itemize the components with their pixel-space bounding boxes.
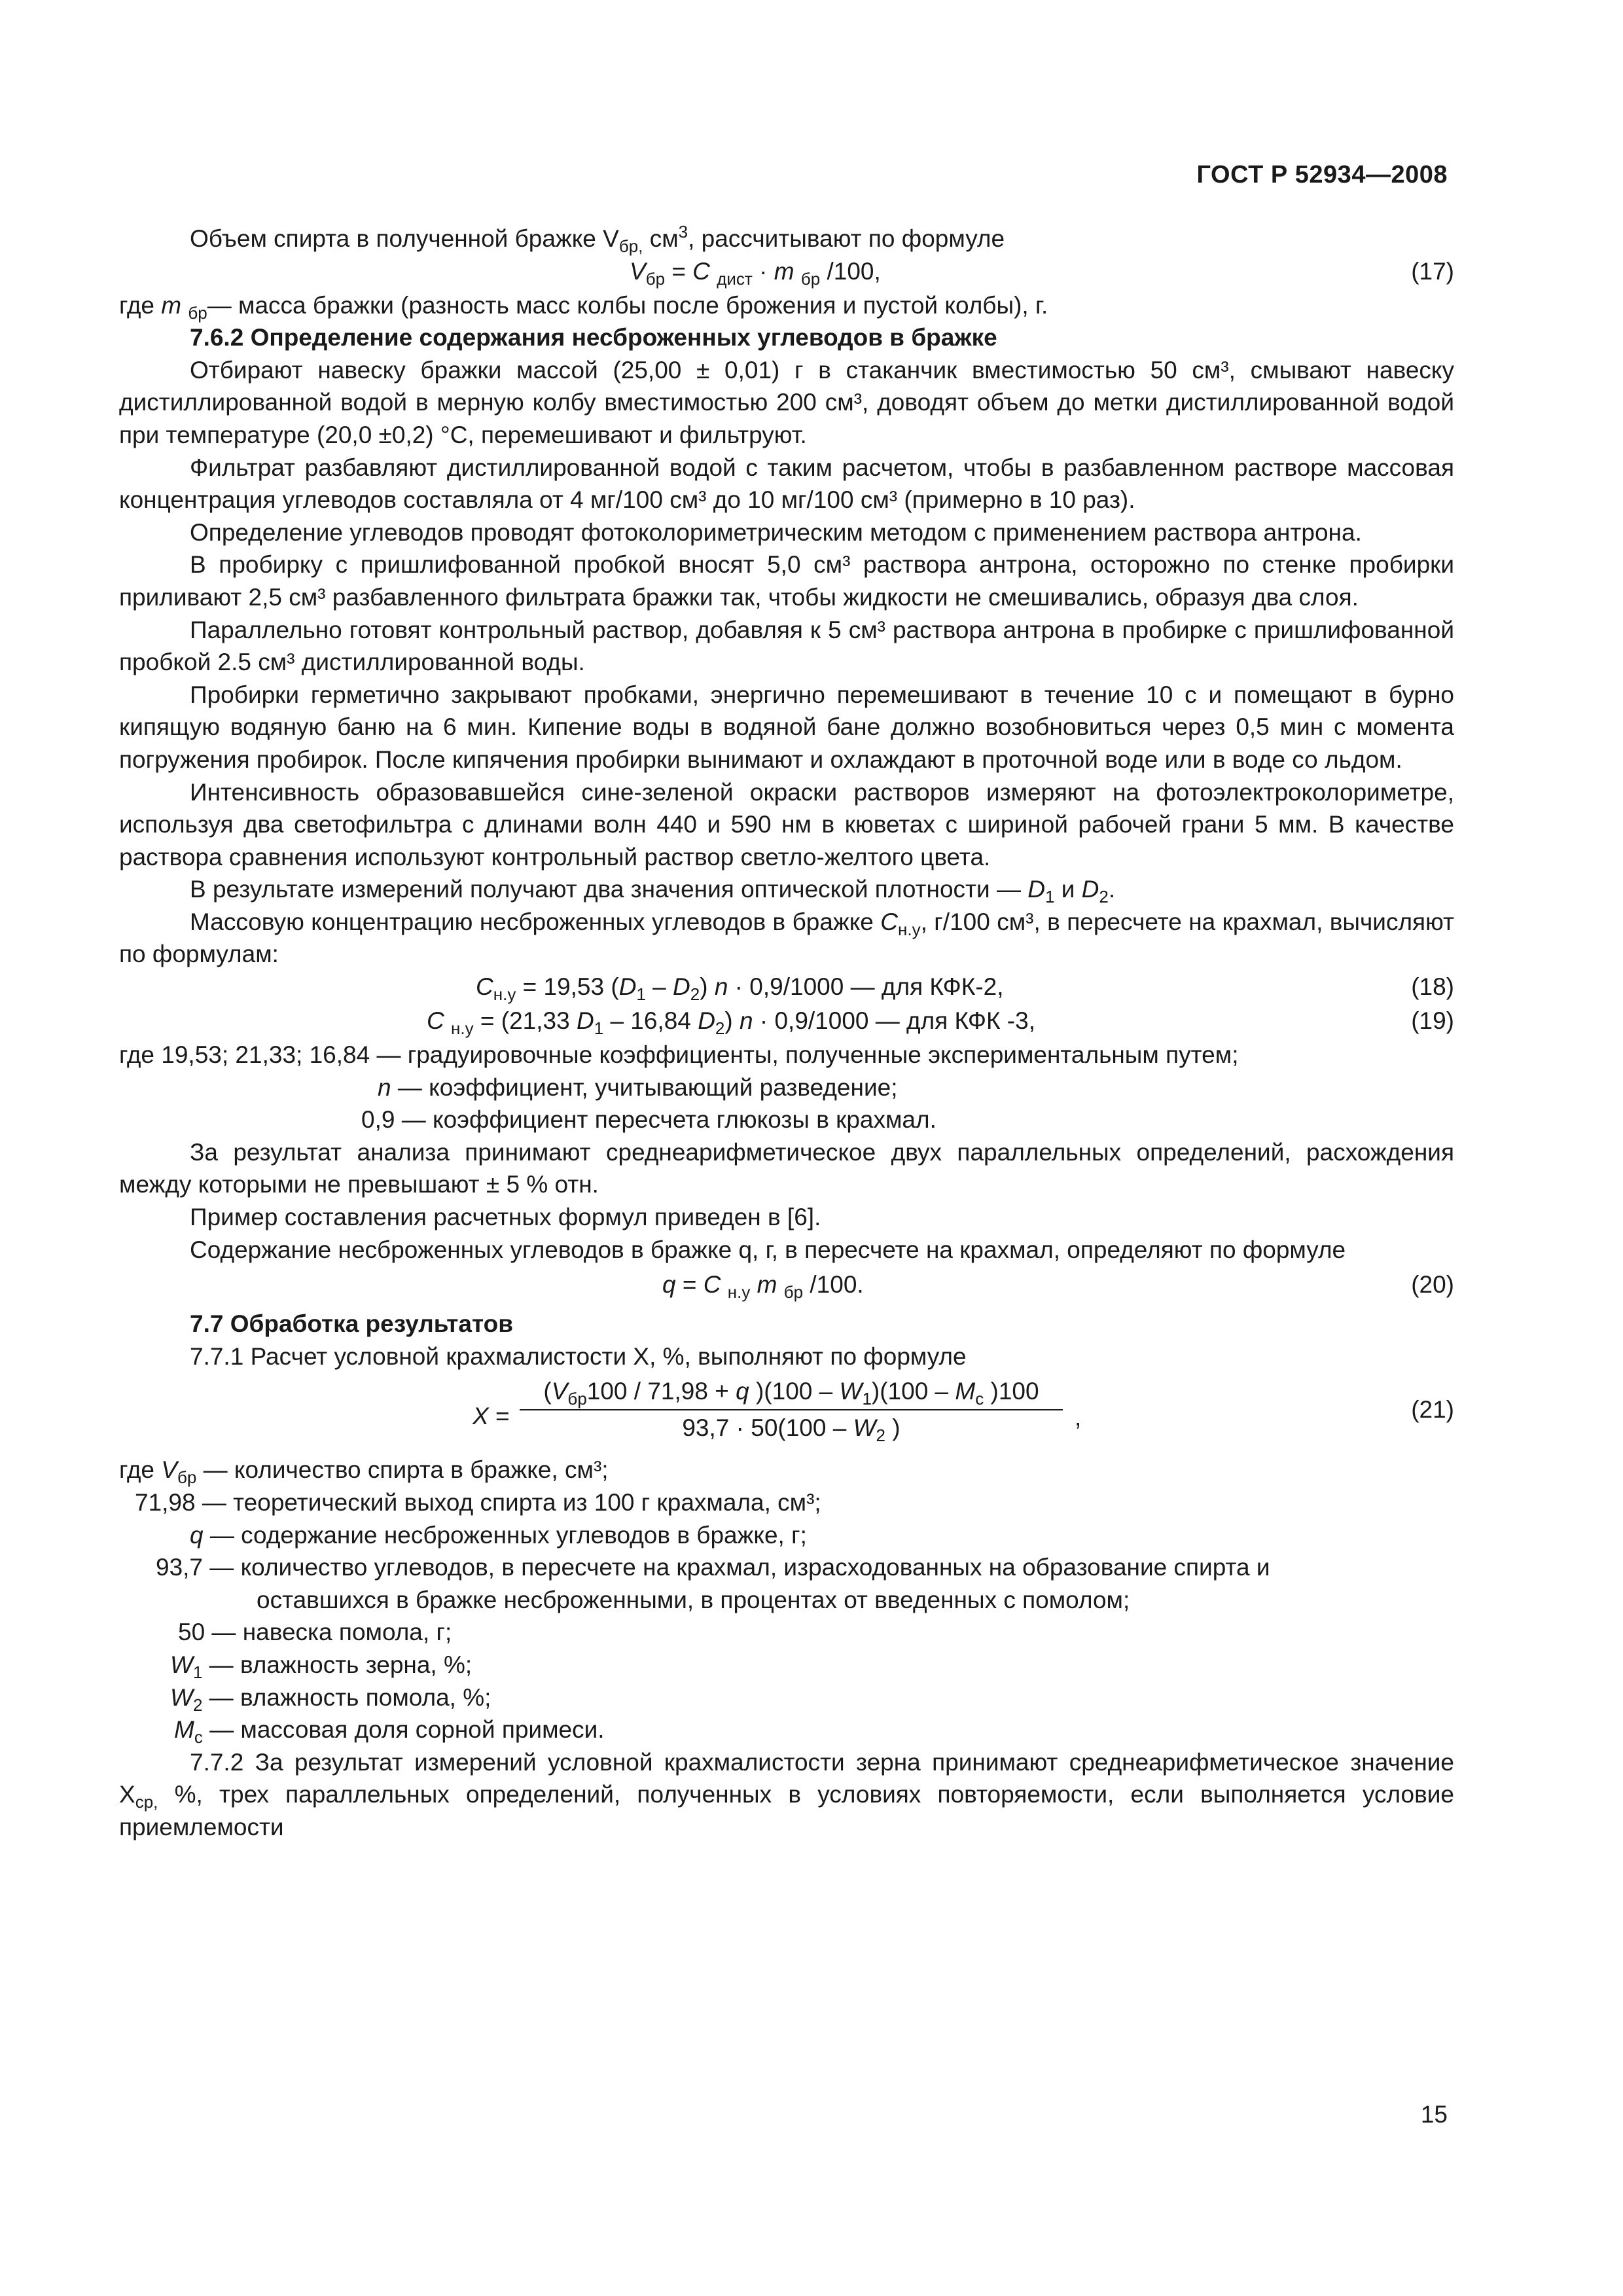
def-q: q — содержание несброженных углеводов в бражке, г; — [190, 1521, 807, 1549]
formula-18-expression: $C_{н.у} = 19,53$ $(D_1 - D_2) n \cdot 0,9/1000$ — для КФК-2, — [476, 973, 1004, 1005]
def-93-7-cont: оставшихся в бражке несброженными, в процентах от введенных с помолом; — [257, 1586, 1130, 1613]
formula-21-denominator: $93,7 \cdot 50(100 - W_2$ ) — [682, 1414, 901, 1445]
where-n: n — коэффициент, учитывающий разведение; — [378, 1073, 898, 1101]
def-50: 50 — навеска помола, г; — [178, 1619, 452, 1646]
paragraph-7-7-1: 7.7.1 Расчет условной крахмалистости X, %, выполняют по формуле — [190, 1342, 967, 1370]
paragraph-colorimeter: Интенсивность образовавшейся сине-зеленой окраски растворов измеряют на фотоэлектроколориметре, используя два светофильтра с длинами волн 440 и 590 нм в кюветах с шириной рабочей грани 5 мм. В качестве раствора сравнения используют контрольный раствор светло-желтого цвета. — [119, 778, 1454, 870]
paragraph-boiling: Пробирки герметично закрывают пробками, энергично перемешивают в течение 10 с и помещают в бурно кипящую водяную баню на 6 мин. Кипение воды в водяной бане должно возобновиться через 0,5 мин с момента погружения пробирок. После кипячения пробирки вынимают и охлаждают в проточной воде или в воде со льдом. — [119, 681, 1454, 773]
formula-17-number: (17) — [1411, 257, 1454, 285]
paragraph-method: Определение углеводов проводят фотоколориметрическим методом с применением раствора антрона. — [190, 518, 1362, 546]
formula-21-lhs: X = — [473, 1403, 510, 1430]
where-coefficients: где 19,53; 21,33; 16,84 — градуировочные коэффициенты, полученные экспериментальным путем; — [119, 1041, 1239, 1069]
formula-18 — [119, 971, 1454, 1005]
def-vbr: где $V_{бр}$ — количество спирта в бражке, см³; — [119, 1456, 609, 1488]
formula-20-expression: q = C $_{н.у}$ m $_{бр}$ /100. — [662, 1271, 864, 1302]
paragraph-test-tube: В пробирку с пришлифованной пробкой вносят 5,0 см³ раствора антрона, осторожно по стенке пробирки приливают 2,5 см³ разбавленного фильтрата бражки так, чтобы жидкости не смешивались, образуя два слоя. — [119, 551, 1454, 611]
formula-19-expression: C $_{н.у}$ = (21,33 $D_1 - 16,84$ $D_2$) n · 0,9/1000 — для КФК -3, — [427, 1007, 1035, 1039]
document-header: ГОСТ Р 52934—2008 — [1196, 161, 1448, 188]
paragraph-concentration: Массовую концентрацию несброженных углеводов в бражке $C_{н.у}$, г/100 см³, в пересчете на крахмал, вычисляют по формулам: — [119, 908, 1454, 968]
section-heading-7-6-2: 7.6.2 Определение содержания несброженных углеводов в бражке — [190, 324, 997, 351]
def-w2: $W_2$ — влажность помола, %; — [170, 1683, 491, 1715]
paragraph-example: Пример составления расчетных формул приведен в [6]. — [190, 1204, 821, 1231]
paragraph-result: За результат анализа принимают среднеарифметическое двух параллельных определений, расхождения между которыми не превышают ± 5 % отн. — [119, 1138, 1454, 1198]
formula-19-number: (19) — [1411, 1007, 1454, 1035]
paragraph-content-q: Содержание несброженных углеводов в бражке q, г, в пересчете на крахмал, определяют по формуле — [190, 1236, 1346, 1263]
paragraph-7-7-2: 7.7.2 За результат измерений условной крахмалистости зерна принимают среднеарифметическое значение $X_{ср,}$ %, трех параллельных определений, полученных в условиях повторяемости, если выполняется условие приемлемости — [119, 1748, 1454, 1840]
section-heading-7-7: 7.7 Обработка результатов — [190, 1310, 513, 1338]
formula-21-numerator: ($V_{бр}100 / 71,98 + q$ )$(100 - W_1)(100 - M_c$ )100 — [520, 1375, 1063, 1410]
paragraph-sample: Отбирают навеску бражки массой (25,00 ± 0,01) г в стаканчик вместимостью 50 см³, смывают навеску дистиллированной водой в мерную колбу вместимостью 200 см³, доводят объем до метки дистиллированной водой при температуре (20,0 ±0,2) °С, перемешивают и фильтруют. — [119, 356, 1454, 448]
formula-17 — [119, 255, 1454, 289]
def-w1: $W_1$ — влажность зерна, %; — [170, 1651, 473, 1682]
formula-21: X = ($V_{бр}100 / 71,98 + q$ )$(100 - W_1)(100 - M_c$ )100 $93,7 \cdot 50(100 - W_2$ ) , (21) — [119, 1375, 1454, 1454]
def-mc: $M_c$ — массовая доля сорной примеси. — [174, 1716, 605, 1748]
formula-18-number: (18) — [1411, 973, 1454, 1001]
formula-21-number: (21) — [1411, 1396, 1454, 1424]
document-body — [119, 223, 1454, 1844]
where-mass-bragi: где m $_{бр}$— масса бражки (разность масс колбы после брожения и пустой колбы), г. — [119, 291, 1048, 323]
formula-20-number: (20) — [1411, 1271, 1454, 1299]
formula-20 — [119, 1268, 1454, 1302]
def-71-98: 71,98 — теоретический выход спирта из 100 г крахмала, см³; — [135, 1489, 821, 1516]
formula-19 — [119, 1005, 1454, 1039]
paragraph-optical-density: В результате измерений получают два значения оптической плотности — $D_1$ и $D_2$. — [190, 876, 1116, 907]
where-0-9: 0,9 — коэффициент пересчета глюкозы в крахмал. — [361, 1106, 936, 1134]
formula-17-expression: $V_{бр} = C$ $_{дист}$ · m $_{бр}$ /100, — [630, 257, 881, 289]
def-93-7: 93,7 — количество углеводов, в пересчете на крахмал, израсходованных на образование спирта и — [156, 1554, 1270, 1581]
paragraph-control: Параллельно готовят контрольный раствор, добавляя к 5 см³ раствора антрона в пробирке с пришлифованной пробкой 2.5 см³ дистиллированной воды. — [119, 616, 1454, 676]
page-number: 15 — [1420, 2101, 1448, 2128]
paragraph-alcohol-volume: Объем спирта в полученной бражке $V_{бр,}$ $см^3$, рассчитывают по формуле — [190, 222, 1005, 256]
formula-21-fraction — [520, 1375, 1063, 1444]
paragraph-filtrate: Фильтрат разбавляют дистиллированной водой с таким расчетом, чтобы в разбавленном растворе массовая концентрация углеводов составляла от 4 мг/100 см³ до 10 мг/100 см³ (примерно в 10 раз). — [119, 454, 1454, 514]
